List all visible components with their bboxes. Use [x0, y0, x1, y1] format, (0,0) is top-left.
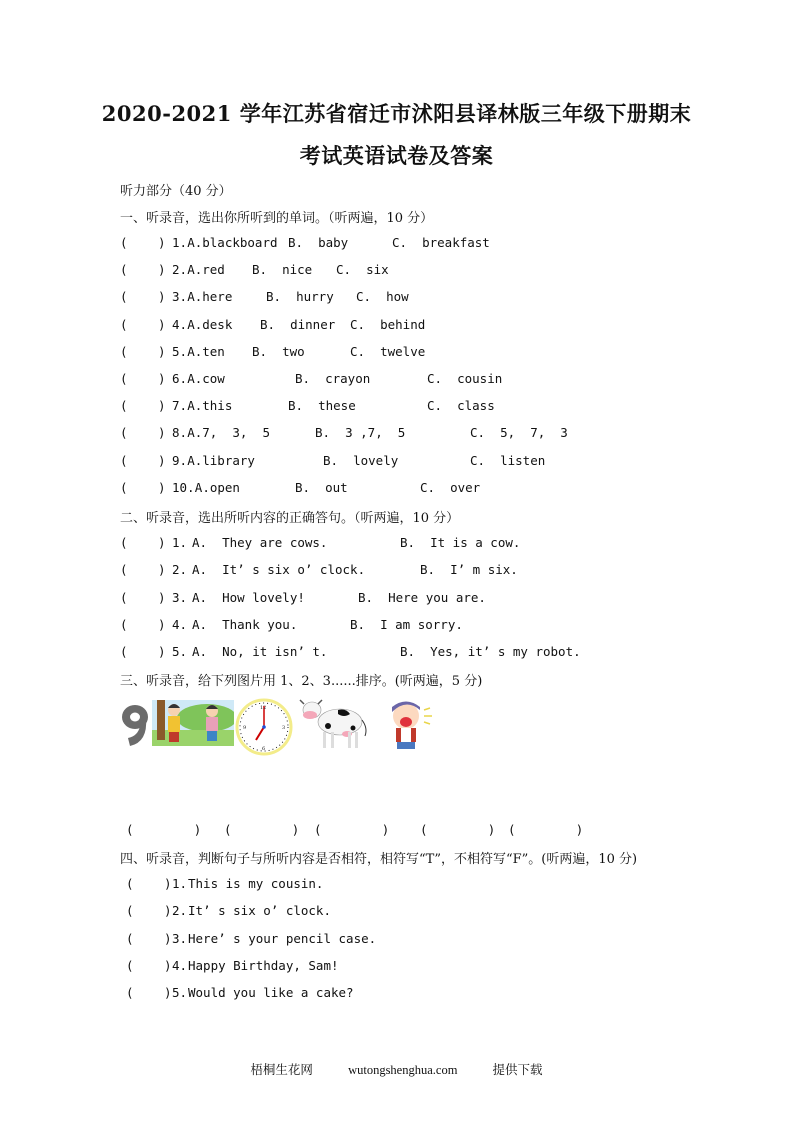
option-c: C. class — [427, 398, 495, 414]
option-a: A. Thank you. — [192, 616, 298, 632]
option-c: C. how — [356, 289, 409, 305]
svg-text:6: 6 — [262, 746, 266, 752]
question-number: 1. — [172, 235, 188, 250]
answer-blank-open[interactable]: ( — [126, 930, 134, 946]
section1-heading: 一、听录音，选出你所听到的单词。（听两遍，10 分） — [120, 211, 434, 226]
answer-blank-open[interactable]: ( — [120, 262, 128, 278]
option-a: A.cow — [187, 371, 225, 386]
question-number: 5. — [172, 644, 188, 660]
option-c: C. listen — [470, 452, 546, 468]
answer-blank-close: ) — [158, 562, 166, 578]
answer-blank-close: ) — [158, 425, 166, 441]
answer-blank-close: ) — [158, 262, 166, 278]
option-a: A. They are cows. — [192, 535, 328, 550]
answer-blank-open[interactable]: ( — [120, 371, 128, 386]
option-a: A.desk — [187, 316, 233, 332]
option-a: A.blackboard — [187, 235, 278, 250]
answer-blank-close: ) — [158, 289, 166, 305]
statement-number: 5. — [172, 985, 188, 1001]
answer-blank-close: ) — [158, 235, 166, 250]
answer-blank-open[interactable]: ( — [126, 876, 134, 891]
option-c: C. twelve — [350, 343, 426, 359]
document-title-line2: 考试英语试卷及答案 — [299, 143, 494, 168]
answer-blank-open[interactable]: ( — [126, 957, 134, 973]
option-a: A.open — [194, 479, 240, 495]
option-c: C. six — [336, 262, 389, 278]
answer-blank-close: ) — [158, 589, 166, 605]
answer-blank-open[interactable]: ( — [120, 343, 128, 359]
option-c: C. behind — [350, 316, 426, 332]
option-b: B. baby — [288, 235, 349, 250]
answer-blank-open[interactable]: ( — [126, 985, 134, 1001]
answer-blank-open[interactable]: ( — [120, 479, 128, 495]
question-number: 10. — [172, 479, 195, 495]
option-b: B. lovely — [323, 452, 399, 468]
option-b: B. I am sorry. — [350, 616, 463, 632]
picture-answer-blank-5[interactable]: ( ) — [508, 822, 584, 837]
answer-blank-close: ) — [164, 985, 172, 1001]
answer-blank-close: ) — [158, 316, 166, 332]
svg-text:12: 12 — [260, 705, 267, 711]
statement-number: 4. — [172, 957, 188, 973]
picture-answer-blank-1[interactable]: ( ) — [126, 822, 202, 837]
option-b: B. It is a cow. — [400, 535, 521, 550]
page-footer — [0, 1060, 793, 1078]
statement-text: Here’ s your pencil case. — [188, 930, 377, 946]
option-a: A.here — [187, 289, 233, 305]
answer-blank-open[interactable]: ( — [120, 235, 128, 250]
statement-number: 3. — [172, 930, 188, 946]
answer-blank-open[interactable]: ( — [120, 616, 128, 632]
question-number: 5. — [172, 343, 188, 359]
option-b: B. 3 ,7, 5 — [315, 425, 406, 441]
answer-blank-open[interactable]: ( — [120, 452, 128, 468]
crying-boy-picture — [382, 698, 438, 754]
section3-heading: 三、听录音，给下列图片用 1、2、3......排序。(听两遍，5 分) — [120, 674, 483, 689]
option-b: B. crayon — [295, 371, 371, 386]
option-b: B. Yes, it’ s my robot. — [400, 644, 581, 660]
question-number: 1. — [172, 535, 188, 550]
answer-blank-open[interactable]: ( — [120, 562, 128, 578]
answer-blank-close: ) — [164, 903, 172, 919]
question-number: 7. — [172, 398, 188, 414]
question-number: 3. — [172, 289, 188, 305]
option-b: B. dinner — [260, 316, 336, 332]
answer-blank-close: ) — [164, 876, 172, 891]
section4-heading: 四、听录音，判断句子与所听内容是否相符，相符写“T”，不相符写“F”。(听两遍，10 分) — [120, 852, 638, 867]
answer-blank-open[interactable]: ( — [120, 425, 128, 441]
answer-blank-open[interactable]: ( — [120, 644, 128, 660]
picture-answer-blank-2[interactable]: ( ) — [224, 822, 300, 837]
option-b: B. hurry — [266, 289, 334, 305]
answer-blank-open[interactable]: ( — [120, 316, 128, 332]
option-b: B. nice — [252, 262, 313, 278]
answer-blank-close: ) — [158, 343, 166, 359]
answer-blank-open[interactable]: ( — [120, 289, 128, 305]
statement-text: Would you like a cake? — [188, 985, 354, 1001]
question-number: 6. — [172, 371, 188, 386]
picture-answer-blank-4[interactable]: ( ) — [420, 822, 496, 837]
svg-text:3: 3 — [282, 725, 286, 731]
document-title-line1: 2020-2021 学年江苏省宿迁市沭阳县译林版三年级下册期末 — [101, 101, 692, 126]
answer-blank-close: ) — [158, 479, 166, 495]
option-a: A. How lovely! — [192, 589, 305, 605]
picture-answer-blank-3[interactable]: ( ) — [314, 822, 390, 837]
statement-text: Happy Birthday, Sam! — [188, 957, 339, 973]
option-b: B. Here you are. — [358, 589, 486, 605]
option-a: A.red — [187, 262, 225, 278]
question-number: 8. — [172, 425, 188, 441]
option-b: B. I’ m six. — [420, 562, 518, 578]
listening-part-header: 听力部分（40 分） — [120, 184, 232, 199]
two-girls-picture — [152, 700, 234, 746]
option-a: A. It’ s six o’ clock. — [192, 562, 366, 578]
number-nine-picture — [118, 702, 152, 748]
question-number: 3. — [172, 589, 188, 605]
answer-blank-close: ) — [158, 452, 166, 468]
option-a: A.library — [187, 452, 255, 468]
option-c: C. 5, 7, 3 — [470, 425, 568, 441]
statement-number: 2. — [172, 903, 188, 919]
question-number: 2. — [172, 562, 188, 578]
answer-blank-close: ) — [158, 371, 166, 386]
option-b: B. these — [288, 398, 356, 414]
option-c: C. over — [420, 479, 481, 495]
footer-note: 提供下载 — [492, 1063, 543, 1077]
answer-blank-close: ) — [164, 957, 172, 973]
svg-text:9: 9 — [243, 725, 247, 731]
question-number: 4. — [172, 316, 188, 332]
answer-blank-close: ) — [158, 616, 166, 632]
answer-blank-open[interactable]: ( — [120, 589, 128, 605]
answer-blank-close: ) — [158, 644, 166, 660]
option-a: A.7, 3, 5 — [187, 425, 270, 441]
answer-blank-open[interactable]: ( — [120, 398, 128, 414]
answer-blank-close: ) — [158, 535, 166, 550]
question-number: 4. — [172, 616, 188, 632]
option-c: C. breakfast — [392, 235, 490, 250]
question-number: 2. — [172, 262, 188, 278]
option-a: A. No, it isn’ t. — [192, 644, 328, 660]
option-c: C. cousin — [427, 371, 503, 386]
answer-blank-open[interactable]: ( — [126, 903, 134, 919]
answer-blank-open[interactable]: ( — [120, 535, 128, 550]
answer-blank-close: ) — [164, 930, 172, 946]
statement-number: 1. — [172, 876, 188, 891]
cow-picture — [298, 696, 370, 752]
answer-blank-close: ) — [158, 398, 166, 414]
option-a: A.this — [187, 398, 233, 414]
footer-url: wutongshenghua.com — [348, 1063, 458, 1077]
option-a: A.ten — [187, 343, 225, 359]
question-number: 9. — [172, 452, 188, 468]
statement-text: This is my cousin. — [188, 876, 324, 891]
section2-heading: 二、听录音，选出所听内容的正确答句。（听两遍，10 分） — [120, 511, 460, 526]
clock-picture — [235, 698, 293, 756]
option-b: B. two — [252, 343, 305, 359]
statement-text: It’ s six o’ clock. — [188, 903, 331, 919]
option-b: B. out — [295, 479, 348, 495]
footer-site-name: 梧桐生花网 — [250, 1063, 313, 1077]
